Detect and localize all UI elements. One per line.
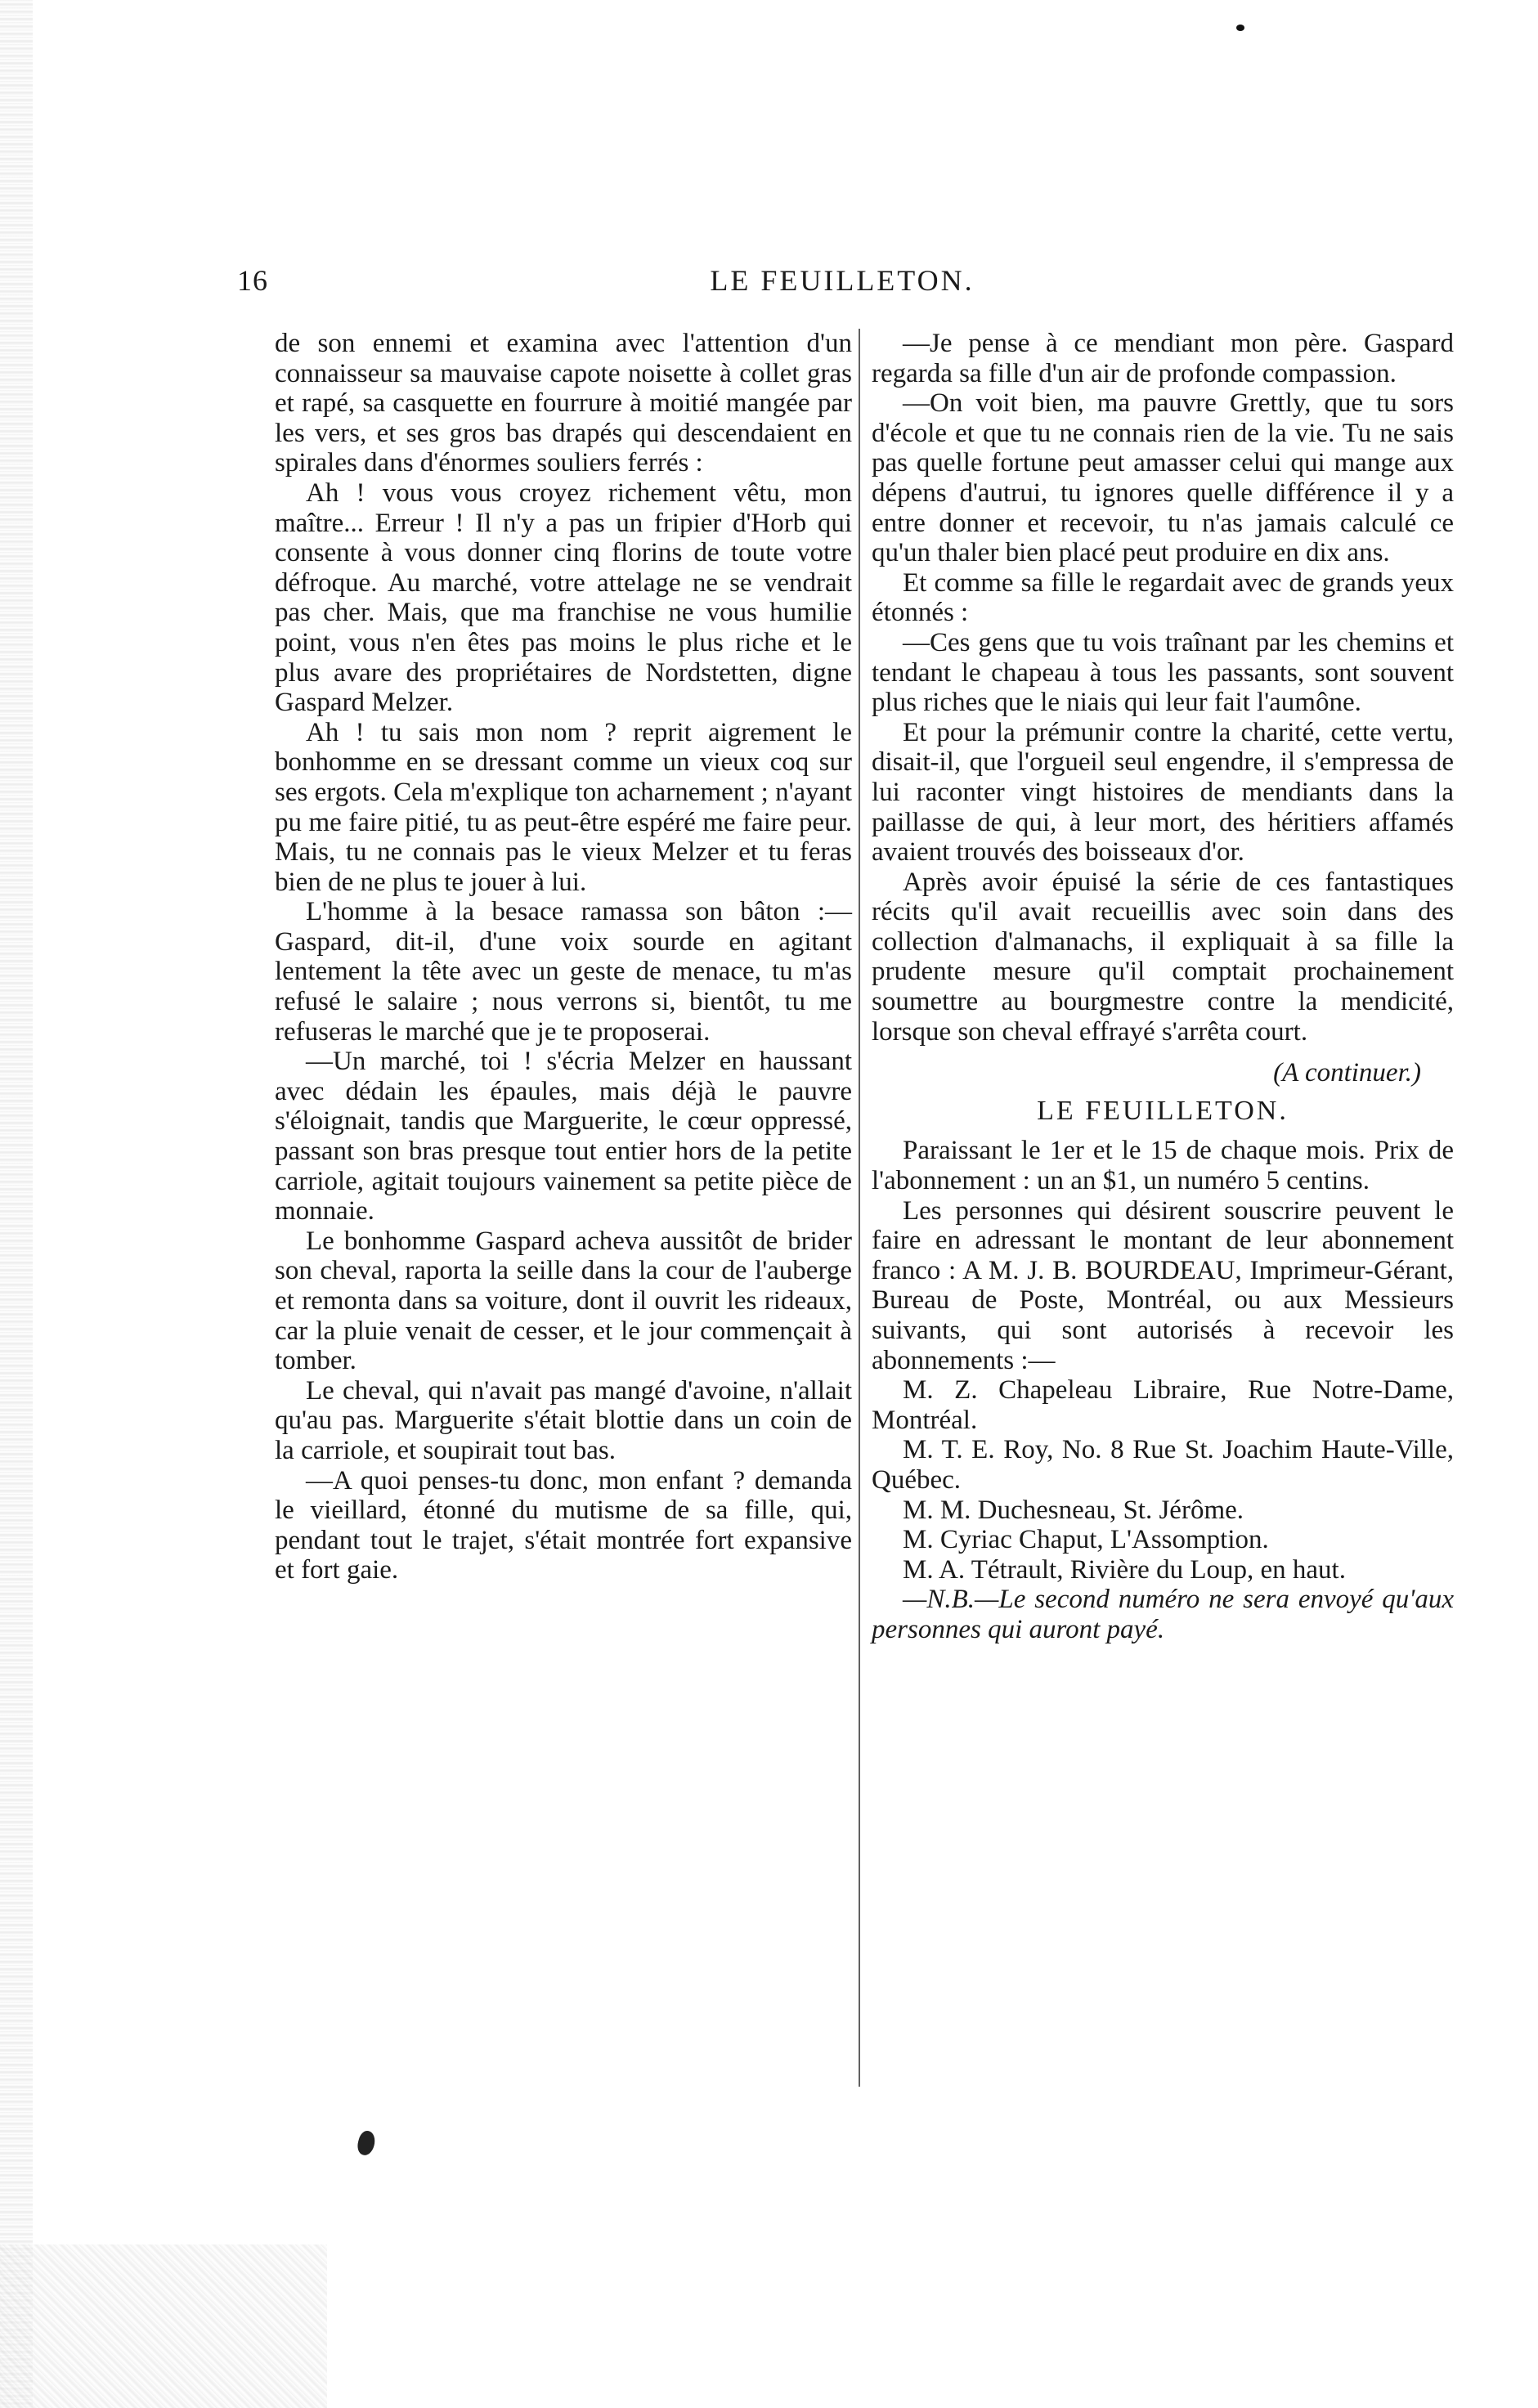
running-title: LE FEUILLETON. <box>710 264 975 297</box>
scan-noise-left <box>0 0 33 2408</box>
paragraph: —On voit bien, ma pauvre Grettly, que tu sors d'école et que tu ne connais rien de la vie. Tu ne sais pas quelle fortune peut amasser celui qui mange aux dépens d'autrui, tu ignores quelle différence il y a entre donner et recevoir, tu n'as jamais calculé ce qu'un thaler bien placé peut produire en dix ans. <box>872 388 1454 568</box>
to-be-continued: (A continuer.) <box>1273 1058 1421 1088</box>
paragraph: Le cheval, qui n'avait pas mangé d'avoine, n'allait qu'au pas. Marguerite s'était blottie dans un coin de la carriole, et soupirait tout bas. <box>275 1375 852 1465</box>
paragraph: Et pour la prémunir contre la charité, cette vertu, disait-il, que l'orgueil seul engendre, il s'empressa de lui raconter vingt histoires de mendiants dans la paillasse de qui, à leur mort, des héritiers affamés avaient trouvés des boisseaux d'or. <box>872 717 1454 868</box>
notice-paragraph: Paraissant le 1er et le 15 de chaque mois. Prix de l'abonnement : un an $1, un numéro 5 centins. <box>872 1136 1454 1196</box>
agent-entry: M. Cyriac Chaput, L'Assomption. <box>903 1525 1269 1555</box>
section-title: LE FEUILLETON. <box>1037 1095 1289 1126</box>
agent-entry: M. Z. Chapeleau Libraire, Rue Notre-Dame, Montréal. <box>872 1375 1454 1435</box>
paragraph: Et comme sa fille le regardait avec de grands yeux étonnés : <box>872 567 1454 628</box>
paragraph: —A quoi penses-tu donc, mon enfant ? demanda le vieillard, étonné du mutisme de sa fille, qui, pendant tout le trajet, s'était montrée fort expansive et fort gaie. <box>275 1465 852 1585</box>
ink-blot <box>355 2129 377 2157</box>
page-header <box>237 263 1447 312</box>
agent-entry: M. A. Tétrault, Rivière du Loup, en haut. <box>903 1554 1346 1585</box>
paragraph: Le bonhomme Gaspard acheva aussitôt de brider son cheval, raporta la seille dans la cour de l'auberge et remonta dans sa voiture, dont il ouvrit les rideaux, car la pluie venait de cesser, et le jour commençait à tomber. <box>275 1226 852 1376</box>
paragraph: Après avoir épuisé la série de ces fantastiques récits qu'il avait recueillis avec soin dans des collection d'almanachs, il expliquait à sa fille la prudente mesure qu'il comptait prochainement soumettre au bourgmestre contre la mendicité, lorsque son cheval effrayé s'arrêta court. <box>872 867 1454 1047</box>
notice-paragraph: Les personnes qui désirent souscrire peuvent le faire en adressant le montant de leur abonnement franco : A M. J. B. BOURDEAU, Imprimeur-Gérant, Bureau de Poste, Montréal, ou aux Messieurs suivants, qui sont autorisés à recevoir les abonnements :— <box>872 1195 1454 1375</box>
left-column <box>275 329 852 1585</box>
paragraph: Ah ! vous vous croyez richement vêtu, mon maître... Erreur ! Il n'y a pas un fripier d'Horb qui consente à vous donner cinq florins de toute votre défroque. Au marché, votre attelage ne se vendrait pas cher. Mais, que ma franchise ne vous humilie point, vous n'en êtes pas moins le plus riche et le plus avare des propriétaires de Nordstetten, digne Gaspard Melzer. <box>275 478 852 718</box>
paragraph: de son ennemi et examina avec l'attention d'un connaisseur sa mauvaise capote noisette à collet gras et rapé, sa casquette en fourrure à moitié mangée par les vers, et ses gros bas drapés qui descendaient en spirales dans d'énormes souliers ferrés : <box>275 329 852 478</box>
page-number: 16 <box>237 264 268 297</box>
paragraph: —Je pense à ce mendiant mon père. Gaspard regarda sa fille d'un air de profonde compassion. <box>872 329 1454 388</box>
nota-bene: —N.B.—Le second numéro ne sera envoyé qu'aux personnes qui auront payé. <box>872 1585 1454 1644</box>
ink-speck <box>1236 25 1244 31</box>
column-divider <box>859 329 860 2087</box>
paragraph: Ah ! tu sais mon nom ? reprit aigrement le bonhomme en se dressant comme un vieux coq sur ses ergots. Cela m'explique ton acharnement ; n'ayant pu me faire pitié, tu as peut-être espéré me faire peur. Mais, tu ne connais pas le vieux Melzer et tu feras bien de ne plus te jouer à lui. <box>275 717 852 897</box>
paragraph: —Un marché, toi ! s'écria Melzer en haussant avec dédain les épaules, mais déjà le pauvre s'éloignait, tandis que Marguerite, le cœur oppressé, passant son bras presque tout entier hors de la petite carriole, agitait toujours vainement sa petite pièce de monnaie. <box>275 1047 852 1226</box>
paragraph: L'homme à la besace ramassa son bâton :—Gaspard, dit-il, d'une voix sourde en agitant lentement la tête avec un geste de menace, tu m'as refusé le salaire ; nous verrons si, bientôt, tu me refuseras le marché que je te proposerai. <box>275 897 852 1047</box>
scan-noise-bottom <box>0 2244 327 2408</box>
agent-entry: M. M. Duchesneau, St. Jérôme. <box>903 1495 1244 1525</box>
agent-entry: M. T. E. Roy, No. 8 Rue St. Joachim Haute-Ville, Québec. <box>872 1435 1454 1495</box>
paragraph: —Ces gens que tu vois traînant par les chemins et tendant le chapeau à tous les passants, sont souvent plus riches que le niais qui leur fait l'aumône. <box>872 627 1454 718</box>
right-column <box>872 329 1454 1645</box>
